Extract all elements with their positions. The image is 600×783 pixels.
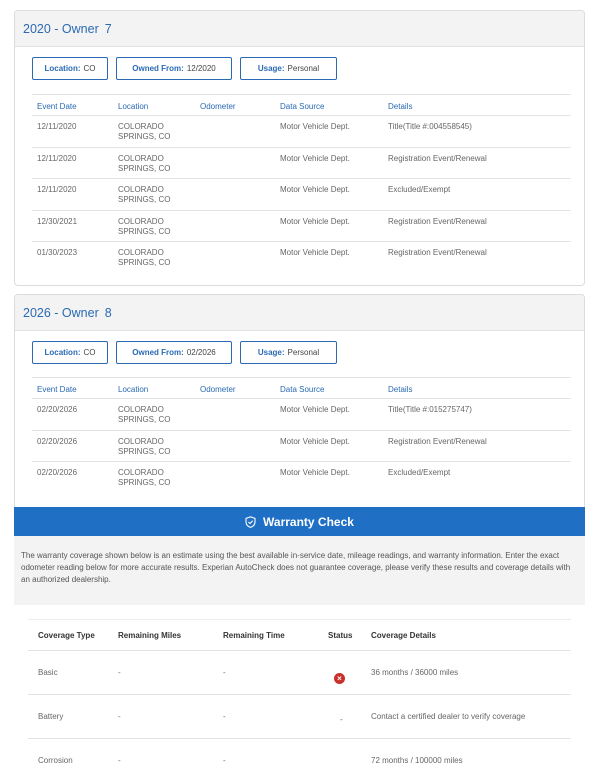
col-coverage-type: Coverage Type — [38, 631, 95, 640]
warranty-banner — [14, 507, 585, 536]
owner-tags — [32, 341, 337, 364]
shield-icon — [245, 516, 256, 528]
owner-year-label: 2026 - Owner — [23, 305, 99, 320]
owner-year-label: 2020 - Owner — [23, 21, 99, 36]
owned-from-tag: Owned From: 12/2020 — [116, 57, 232, 80]
col-status: Status — [328, 631, 353, 640]
table-row: 12/11/2020 COLORADO SPRINGS, CO Motor Vehicle Dept. Registration Event/Renewal — [32, 148, 571, 180]
col-data-source: Data Source — [280, 102, 325, 111]
warranty-header-row — [28, 619, 571, 651]
history-header-row — [32, 94, 571, 116]
table-row: 12/11/2020 COLORADO SPRINGS, CO Motor Vehicle Dept. Title(Title #:004558545) — [32, 116, 571, 148]
col-location: Location — [118, 385, 149, 394]
table-row: Basic - - × 36 months / 36000 miles — [28, 651, 571, 695]
history-header-row — [32, 377, 571, 399]
table-row: 12/30/2021 COLORADO SPRINGS, CO Motor Vehicle Dept. Registration Event/Renewal — [32, 211, 571, 243]
col-data-source: Data Source — [280, 385, 325, 394]
owner-card — [14, 294, 585, 508]
history-table — [32, 377, 571, 494]
col-remaining-miles: Remaining Miles — [118, 631, 182, 640]
col-event-date: Event Date — [37, 102, 77, 111]
owner-header — [15, 295, 584, 331]
table-row: Battery - - - Contact a certified dealer to verify coverage — [28, 695, 571, 739]
usage-tag: Usage: Personal — [240, 341, 337, 364]
history-table — [32, 94, 571, 274]
col-coverage-details: Coverage Details — [371, 631, 436, 640]
table-row: 01/30/2023 COLORADO SPRINGS, CO Motor Vehicle Dept. Registration Event/Renewal — [37, 248, 487, 267]
owner-number: 7 — [104, 21, 112, 36]
owner-number: 8 — [104, 305, 112, 320]
location-tag: Location: CO — [32, 341, 108, 364]
col-remaining-time: Remaining Time — [223, 631, 285, 640]
usage-tag: Usage: Personal — [240, 57, 337, 80]
table-row: 02/20/2026 COLORADO SPRINGS, CO Motor Vehicle Dept. Title(Title #:015275747) — [32, 399, 571, 431]
col-odometer: Odometer — [200, 102, 236, 111]
warranty-title: Warranty Check — [263, 514, 354, 529]
col-details: Details — [388, 385, 413, 394]
warranty-notice: The warranty coverage shown below is an estimate using the best available in-service date, mileage readings, and warranty information. Enter the exact odometer reading below for more accurate results. Experian AutoCheck does not guarantee coverage, please verify these results and coverage details with an authorized dealership. — [14, 536, 585, 605]
table-row: Corrosion - - 72 months / 100000 miles — [38, 756, 463, 765]
table-row: 12/11/2020 COLORADO SPRINGS, CO Motor Vehicle Dept. Excluded/Exempt — [32, 179, 571, 211]
owner-tags — [32, 57, 337, 80]
expired-status-icon: × — [334, 673, 345, 684]
owned-from-tag: Owned From: 02/2026 — [116, 341, 232, 364]
table-row: 02/20/2026 COLORADO SPRINGS, CO Motor Vehicle Dept. Registration Event/Renewal — [32, 431, 571, 463]
col-location: Location — [118, 102, 149, 111]
owner-header — [15, 11, 584, 47]
col-odometer: Odometer — [200, 385, 236, 394]
warranty-table — [28, 619, 571, 783]
table-row: 02/20/2026 COLORADO SPRINGS, CO Motor Vehicle Dept. Excluded/Exempt — [37, 468, 451, 487]
location-tag: Location: CO — [32, 57, 108, 80]
col-event-date: Event Date — [37, 385, 77, 394]
col-details: Details — [388, 102, 413, 111]
owner-card — [14, 10, 585, 286]
